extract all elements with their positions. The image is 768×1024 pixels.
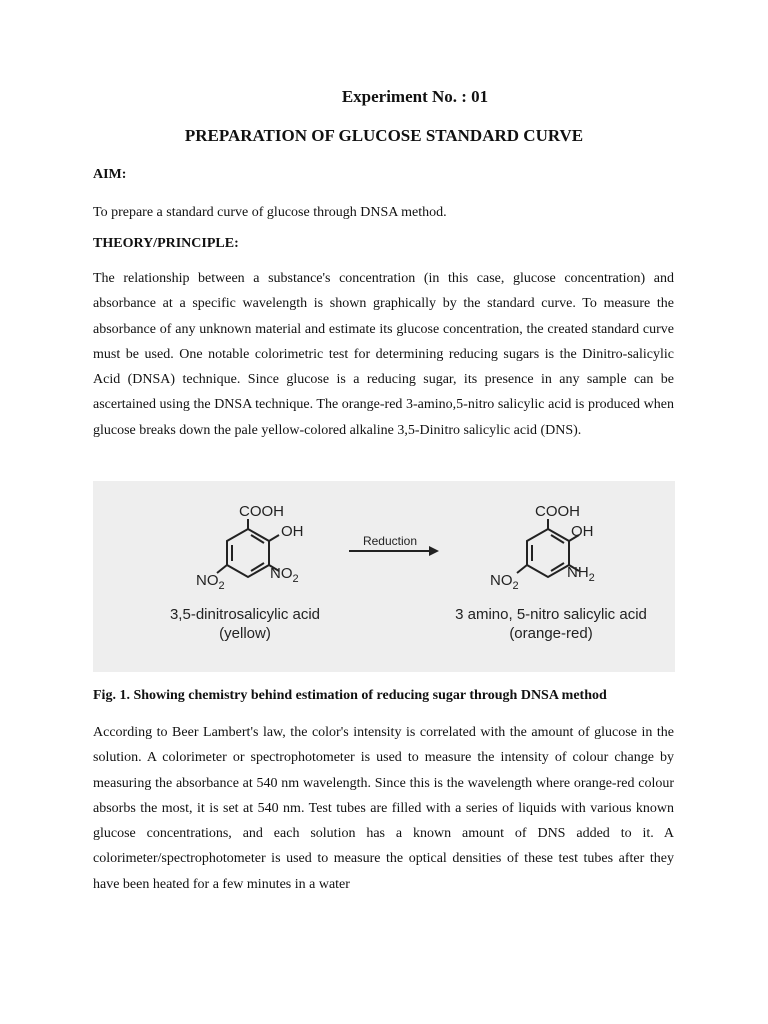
figure-caption: Fig. 1. Showing chemistry behind estimation of reducing sugar through DNSA method xyxy=(93,688,607,703)
left-cooh-label: COOH xyxy=(239,503,284,520)
right-no2-label: $NO_2$ xyxy=(490,572,519,592)
right-nh2-label: $NH_2$ xyxy=(567,564,595,584)
left-oh-label: OH xyxy=(281,523,304,540)
body-paragraph: According to Beer Lambert's law, the color's intensity is correlated with the amount of glucose in the solution. A colorimeter or spectrophotometer is used to measure the intensity of colour change by measuring the absorbance at 540 nm wavelength. Since this is the wavelength where orange-red colour absorbs the most, it is set at 540 nm. Test tubes are filled with a series of liquids with various known glucose concentrations, and each solution has a known amount of DNS added to it. A colorimeter/spectrophotometer is used to measure the optical densities of these test tubes after they have been heated for a few minutes in a water xyxy=(93,725,674,892)
reaction-diagram xyxy=(93,481,675,672)
reaction-figure xyxy=(93,481,675,672)
left-no2-left-label: $NO_2$ xyxy=(196,572,225,592)
aim-text: To prepare a standard curve of glucose through DNSA method. xyxy=(93,205,447,220)
aim-heading: AIM: xyxy=(93,167,127,182)
left-compound-name: 3,5-dinitrosalicylic acid xyxy=(169,606,321,623)
left-no2-right-label: $NO_2$ xyxy=(270,565,299,585)
theory-heading: THEORY/PRINCIPLE: xyxy=(93,236,239,251)
page-title: PREPARATION OF GLUCOSE STANDARD CURVE xyxy=(184,126,584,145)
right-compound-color: (orange-red) xyxy=(509,625,593,642)
reaction-arrow-label: Reduction xyxy=(362,534,418,548)
theory-text: The relationship between a substance's concentration (in this case, glucose concentration) and absorbance at a specific wavelength is shown graphically by the standard curve. To measure the absorbance of any unknown material and estimate its glucose concentration, the created standard curve must be used. One notable colorimetric test for determining reducing sugars is the Dinitro-salicylic Acid (DNSA) technique. Since glucose is a reducing sugar, its presence in any sample can be ascertained using the DNSA technique. The orange-red 3-amino,5-nitro salicylic acid is produced when glucose breaks down the pale yellow-colored alkaline 3,5-Dinitro salicylic acid (DNS). xyxy=(93,271,674,438)
right-cooh-label: COOH xyxy=(535,503,580,520)
left-compound-color: (yellow) xyxy=(219,625,271,642)
experiment-number: Experiment No. : 01 xyxy=(341,87,489,106)
right-oh-label: OH xyxy=(571,523,594,540)
right-compound-name: 3 amino, 5-nitro salicylic acid xyxy=(455,606,647,623)
